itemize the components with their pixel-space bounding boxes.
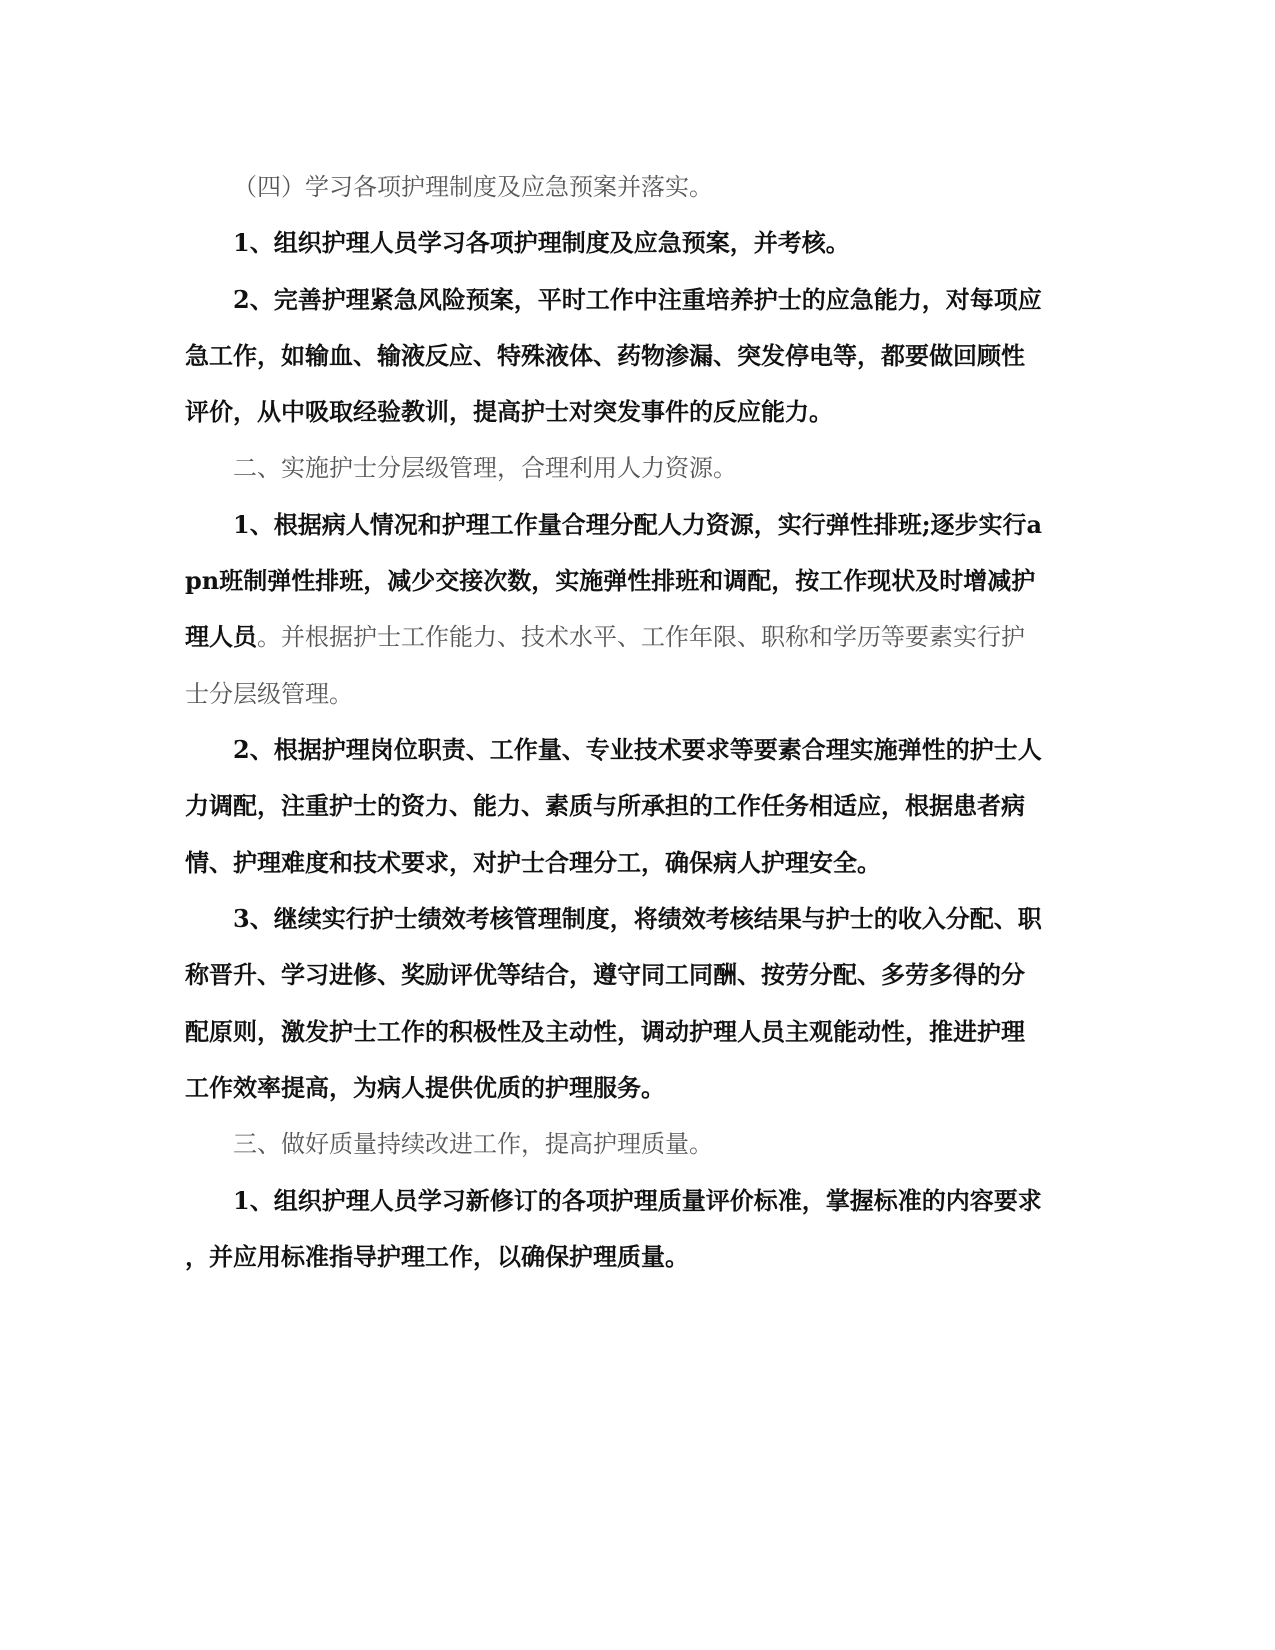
s4-item2-line3: 评价，从中吸取经验教训，提高护士对突发事件的反应能力。	[185, 397, 833, 426]
section3-heading: 三、做好质量持续改进工作，提高护理质量。	[233, 1130, 713, 1158]
s2-item1-line3-light: 。并根据护士工作能力、技术水平、工作年限、职称和学历等要素实行护	[257, 623, 1025, 651]
s2-item2-line1: 2、根据护理岗位职责、工作量、专业技术要求等要素合理实施弹性的护士人	[233, 735, 1042, 764]
s2-item1-line2: pn班制弹性排班，减少交接次数，实施弹性排班和调配，按工作现状及时增减护	[185, 566, 1036, 595]
s2-item1-line3	[185, 620, 1025, 654]
s3-item1-line1: 1、组织护理人员学习新修订的各项护理质量评价标准，掌握标准的内容要求	[233, 1186, 1042, 1215]
s2-item3-line2: 称晋升、学习进修、奖励评优等结合，遵守同工同酬、按劳分配、多劳多得的分	[185, 960, 1025, 989]
s3-item1-line2: ，并应用标准指导护理工作，以确保护理质量。	[185, 1242, 689, 1271]
section2-heading: 二、实施护士分层级管理，合理利用人力资源。	[233, 454, 737, 482]
s4-item2-line1: 2、完善护理紧急风险预案，平时工作中注重培养护士的应急能力，对每项应	[233, 285, 1042, 314]
s2-item2-line3: 情、护理难度和技术要求，对护士合理分工，确保病人护理安全。	[185, 848, 881, 877]
s2-item3-line1: 3、继续实行护士绩效考核管理制度，将绩效考核结果与护士的收入分配、职	[233, 904, 1042, 933]
s2-item1-line4: 士分层级管理。	[185, 680, 353, 708]
s2-item3-line4: 工作效率提高，为病人提供优质的护理服务。	[185, 1073, 665, 1102]
s2-item2-line2: 力调配，注重护士的资力、能力、素质与所承担的工作任务相适应，根据患者病	[185, 791, 1025, 820]
s2-item1-line1: 1、根据病人情况和护理工作量合理分配人力资源，实行弹性排班;逐步实行a	[233, 510, 1043, 539]
s4-item2-line2: 急工作，如输血、输液反应、特殊液体、药物渗漏、突发停电等，都要做回顾性	[185, 341, 1025, 370]
s2-item3-line3: 配原则，激发护士工作的积极性及主动性，调动护理人员主观能动性，推进护理	[185, 1017, 1025, 1046]
s4-item1: 1、组织护理人员学习各项护理制度及应急预案，并考核。	[233, 228, 850, 257]
s2-item1-line3-bold: 理人员	[185, 622, 257, 651]
section4-heading: （四）学习各项护理制度及应急预案并落实。	[233, 173, 713, 201]
